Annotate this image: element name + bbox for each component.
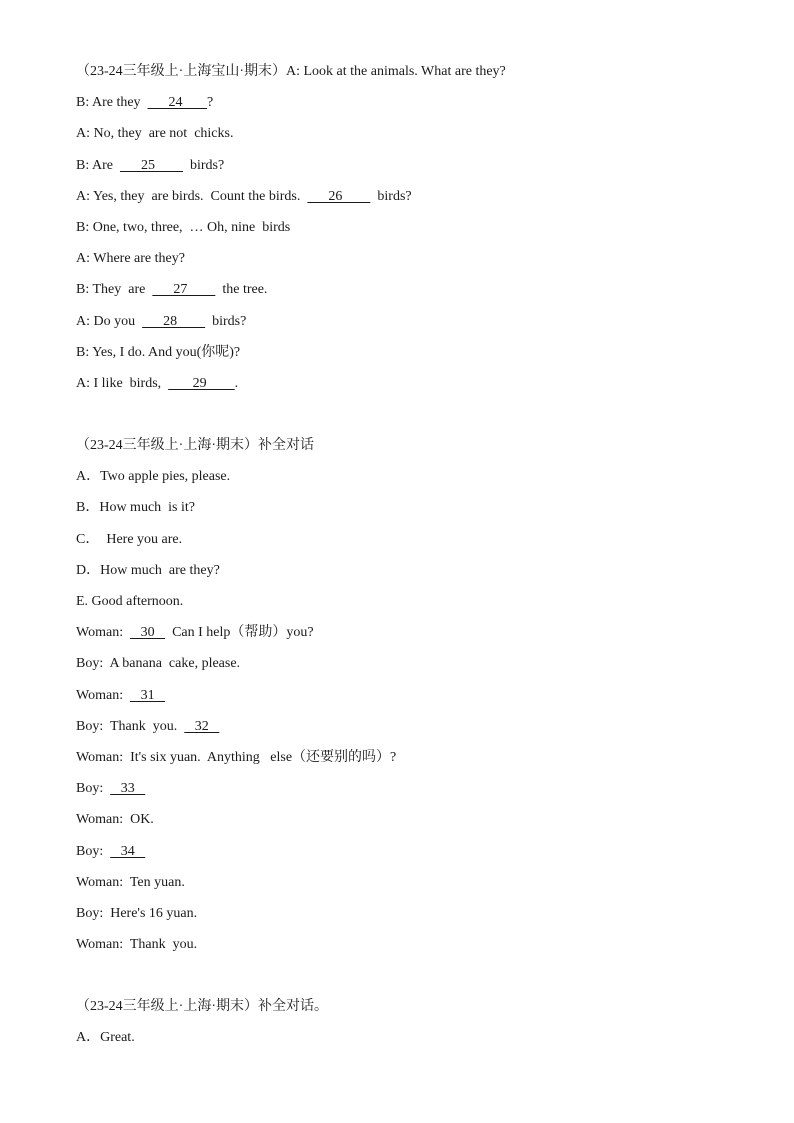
answer-blank: 28: [142, 313, 206, 329]
line-text: C． Here you are.: [76, 531, 183, 547]
line-text: A: Where are they?: [76, 251, 185, 267]
line-text: Woman: OK.: [76, 812, 154, 828]
line-text-after: ?: [207, 95, 214, 111]
line-text: Woman: Thank you.: [76, 937, 198, 953]
dialogue-line: [76, 748, 794, 779]
answer-blank: 24: [147, 95, 208, 111]
dialogue-line: [76, 686, 794, 717]
answer-blank: 25: [119, 157, 183, 173]
line-text-after: .: [234, 375, 239, 391]
line-text: Boy:: [76, 843, 111, 859]
line-text: Woman: It's six yuan. Anything else（还要别的吗）?: [76, 749, 397, 765]
dialogue-line: [76, 343, 794, 374]
line-text: Woman: Ten yuan.: [76, 874, 185, 890]
line-text: A．Two apple pies, please.: [76, 469, 231, 485]
line-text: A: Do you: [76, 313, 143, 329]
option-line: [76, 561, 794, 592]
section1-header: （23-24三年级上·上海宝山·期末）A: Look at the animals. What are they?: [76, 64, 506, 79]
line-text: Boy: Here's 16 yuan.: [76, 905, 198, 921]
dialogue-line: [76, 717, 794, 748]
section2-dialogue: [76, 467, 794, 966]
line-text: B: Are they: [76, 95, 148, 111]
line-text-after: Can I help（帮助）you?: [165, 625, 314, 641]
dialogue-line: [76, 187, 794, 218]
dialogue-line: [76, 842, 794, 873]
line-text: Boy: A banana cake, please.: [76, 656, 241, 672]
line-text: Boy:: [76, 781, 111, 797]
option-line: [76, 498, 794, 529]
line-text: E. Good afternoon.: [76, 594, 184, 609]
dialogue-line: [76, 249, 794, 280]
option-line: [76, 1028, 794, 1059]
dialogue-line: [76, 873, 794, 904]
dialogue-line: [76, 156, 794, 187]
line-text: A: Yes, they are birds. Count the birds.: [76, 188, 308, 204]
option-line: [76, 592, 794, 623]
dialogue-line: [76, 935, 794, 966]
line-text: B: Are: [76, 157, 120, 173]
section-spacer: [76, 966, 794, 997]
line-text: A．Great.: [76, 1030, 135, 1046]
line-text: B．How much is it?: [76, 500, 195, 516]
option-line: [76, 467, 794, 498]
dialogue-line: [76, 93, 794, 124]
answer-blank: 26: [307, 188, 371, 204]
line-text-after: birds?: [205, 313, 247, 329]
dialogue-line: [76, 623, 794, 654]
section3-dialogue: [76, 1028, 794, 1059]
line-text: D．How much are they?: [76, 562, 220, 578]
line-text: B: They are: [76, 282, 153, 298]
line-text-after: birds?: [182, 157, 225, 173]
answer-blank: 30: [130, 625, 166, 641]
dialogue-line: [76, 124, 794, 155]
dialogue-line: [76, 280, 794, 311]
option-line: [76, 530, 794, 561]
dialogue-line: [76, 779, 794, 810]
line-text: A: I like birds,: [76, 375, 169, 391]
section1-dialogue: [76, 93, 794, 405]
answer-blank: 33: [110, 781, 146, 797]
line-text: Boy: Thank you.: [76, 718, 185, 734]
answer-blank: 31: [130, 687, 166, 703]
answer-blank: 32: [184, 718, 220, 734]
dialogue-line: [76, 312, 794, 343]
line-text: A: No, they are not chicks.: [76, 126, 234, 142]
answer-blank: 29: [168, 375, 235, 391]
dialogue-line: [76, 810, 794, 841]
line-text: Woman:: [76, 687, 131, 703]
section3-header: （23-24三年级上·上海·期末）补全对话。: [76, 999, 328, 1015]
line-text-after: the tree.: [215, 282, 268, 298]
dialogue-line: [76, 654, 794, 685]
line-text: Woman:: [76, 625, 131, 641]
dialogue-line: [76, 374, 794, 405]
answer-blank: 27: [152, 282, 216, 298]
section2-header: （23-24三年级上·上海·期末）补全对话: [76, 438, 314, 454]
line-text-after: birds?: [370, 188, 412, 204]
dialogue-line: [76, 218, 794, 249]
answer-blank: 34: [110, 843, 146, 859]
line-text: B: Yes, I do. And you(你呢)?: [76, 344, 241, 360]
line-text: B: One, two, three, … Oh, nine birds: [76, 219, 291, 235]
dialogue-line: [76, 904, 794, 935]
section-spacer: [76, 405, 794, 436]
